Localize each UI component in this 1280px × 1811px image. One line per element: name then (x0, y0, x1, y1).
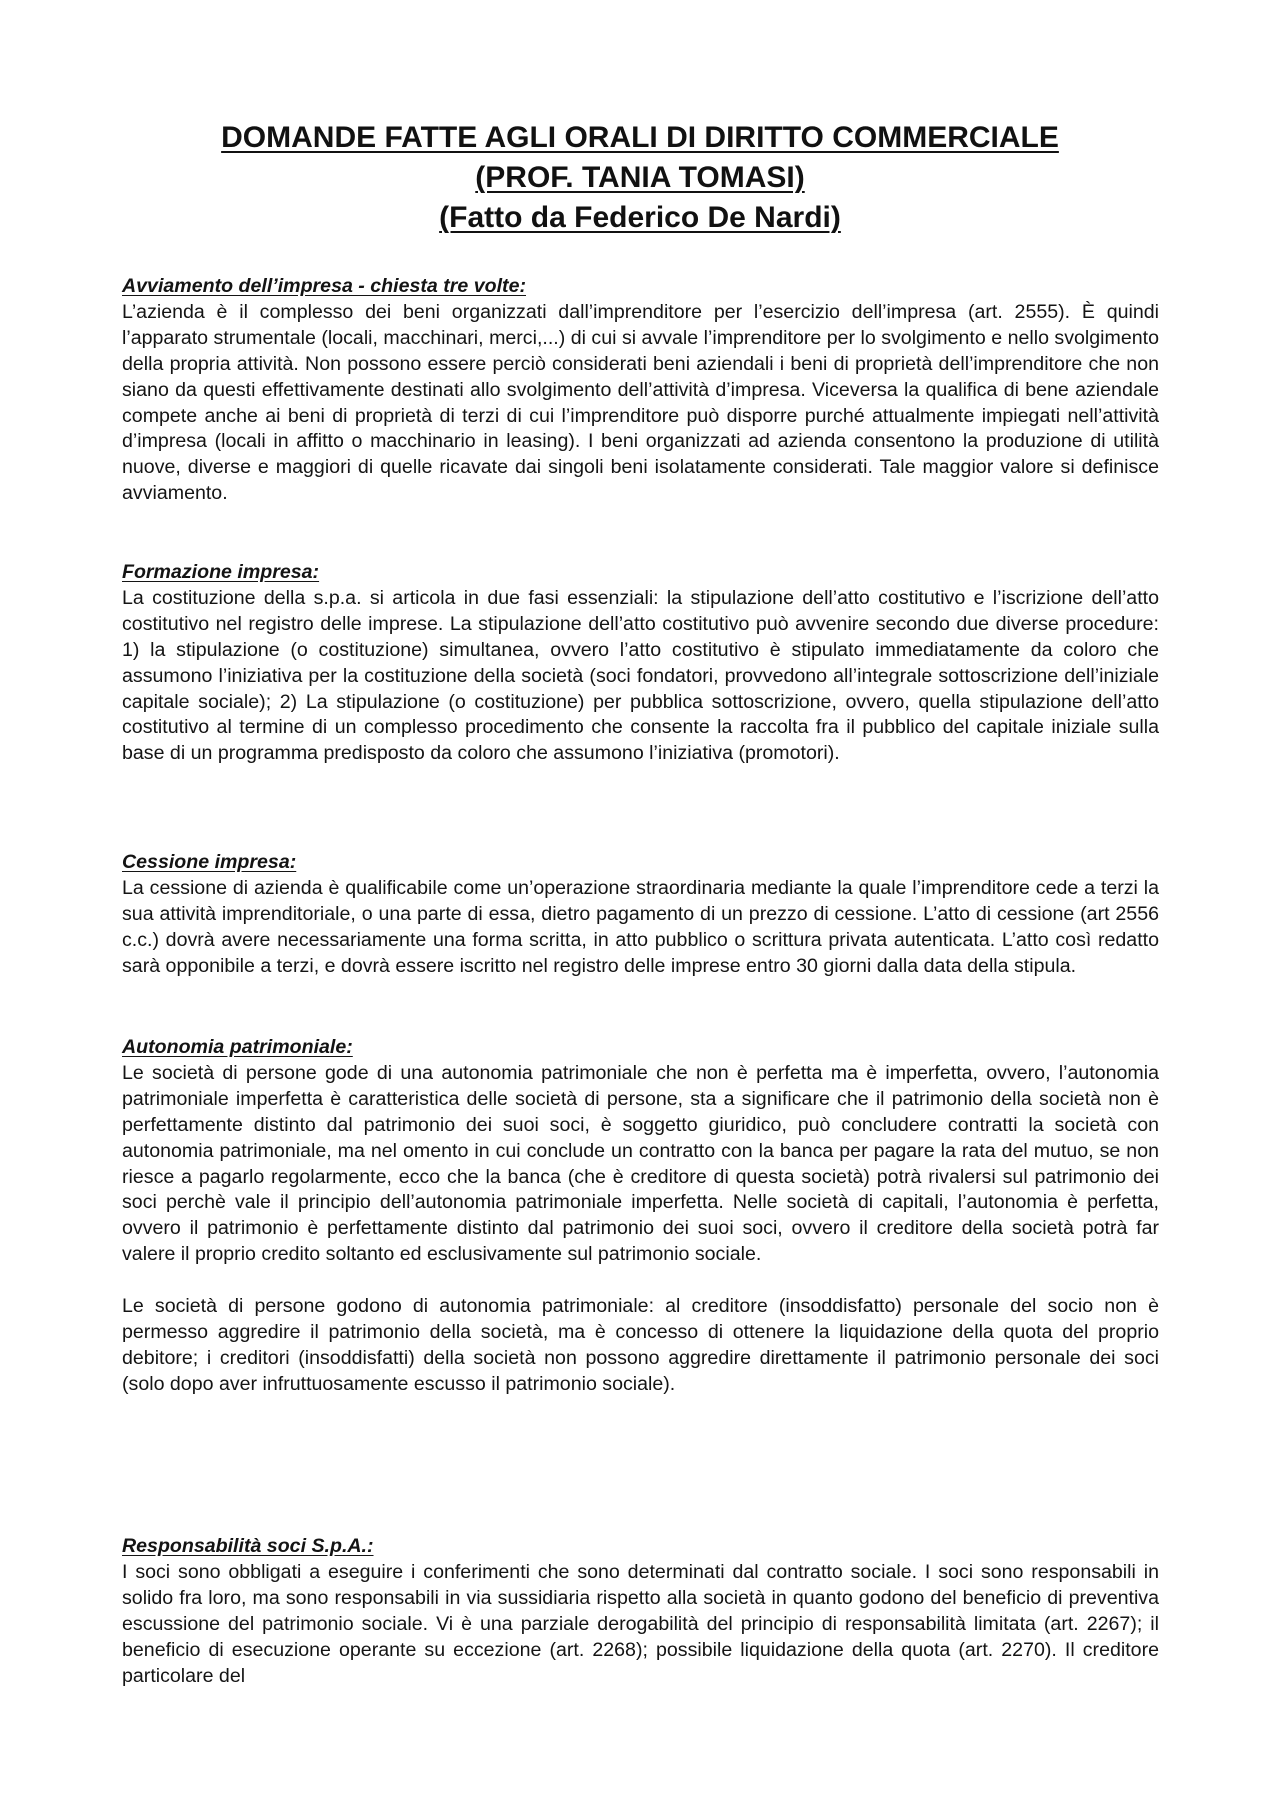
section-cessione (122, 850, 1159, 980)
document-title (140, 118, 1140, 238)
section-heading: Avviamento dell’impresa - chiesta tre volte: (122, 275, 526, 297)
section-responsabilita (122, 1534, 1159, 1689)
section-autonomia (122, 1035, 1159, 1398)
section-paragraph: I soci sono obbligati a eseguire i conferimenti che sono determinati dal contratto sociale. I soci sono responsabili in solido fra loro, ma sono responsabili in via sussidiaria rispetto alla società in quanto godono del beneficio di preventiva escussione del patrimonio sociale. Vi è una parziale derogabilità del principio di responsabilità limitata (art. 2267); il beneficio di esecuzione operante su eccezione (art. 2268); possibile liquidazione della quota (art. 2270). Il creditore particolare del (122, 1560, 1159, 1687)
section-heading: Formazione impresa: (122, 561, 320, 583)
title-line-1: DOMANDE FATTE AGLI ORALI DI DIRITTO COMMERCIALE (221, 121, 1059, 154)
section-paragraph: Le società di persone godono di autonomia patrimoniale: al creditore (insoddisfatto) personale del socio non è permesso aggredire il patrimonio della società, ma è concesso di ottenere la liquidazione della quota del proprio debitore; i creditori (insoddisfatti) della società non possono aggredire direttamente il patrimonio personale dei soci (solo dopo aver infruttuosamente escusso il patrimonio sociale). (122, 1295, 1159, 1395)
section-paragraph: Le società di persone gode di una autonomia patrimoniale che non è perfetta ma è imperfetta, ovvero, l’autonomia patrimoniale imperfetta è caratteristica delle società di persone, sta a significare che il patrimonio della società non è perfettamente distinto dal patrimonio dei suoi soci, è soggetto giuridico, può concludere contratti la società con autonomia patrimoniale, ma nel omento in cui conclude un contratto con la banca per pagare la rata del mutuo, se non riesce a pagarlo regolarmente, ecco che la banca (che è creditore di questa società) potrà rivalersi sul patrimonio dei soci perchè vale il principio dell’autonomia patrimoniale imperfetta. Nelle società di capitali, l’autonomia è perfetta, ovvero il patrimonio è perfettamente distinto dal patrimonio dei suoi soci, ovvero il creditore della società potrà far valere il proprio credito soltanto ed esclusivamente sul patrimonio sociale. (122, 1061, 1159, 1266)
title-line-3: (Fatto da Federico De Nardi) (439, 201, 841, 234)
section-paragraph: La costituzione della s.p.a. si articola in due fasi essenziali: la stipulazione dell’atto costitutivo e l’iscrizione dell’atto costitutivo nel registro delle imprese. La stipulazione dell’atto costitutivo può avvenire secondo due diverse procedure: 1) la stipulazione (o costituzione) simultanea, ovvero l’atto costitutivo è stipulato immediatamente da coloro che assumono l’iniziativa per la costituzione della società (soci fondatori, provvedono all’integrale sottoscrizione dell’iniziale capitale sociale); 2) La stipulazione (o costituzione) per pubblica sottoscrizione, ovvero, quella stipulazione dell’atto costitutivo al termine di un complesso procedimento che consente la raccolta fra il pubblico del capitale iniziale sulla base di un programma predisposto da coloro che assumono l’iniziativa (promotori). (122, 586, 1159, 765)
section-avviamento (122, 274, 1159, 507)
section-heading: Cessione impresa: (122, 851, 297, 873)
section-paragraph: La cessione di azienda è qualificabile come un’operazione straordinaria mediante la quale l’imprenditore cede a terzi la sua attività imprenditoriale, o una parte di essa, dietro pagamento di un prezzo di cessione. L’atto di cessione (art 2556 c.c.) dovrà avere necessariamente una forma scritta, in atto pubblico o scrittura privata autenticata. L’atto così redatto sarà opponibile a terzi, e dovrà essere iscritto nel registro delle imprese entro 30 giorni dalla data della stipula. (122, 876, 1159, 977)
section-heading: Responsabilità soci S.p.A.: (122, 1535, 374, 1557)
section-paragraph: L’azienda è il complesso dei beni organizzati dall’imprenditore per l’esercizio dell’impresa (art. 2555). È quindi l’apparato strumentale (locali, macchinari, merci,...) di cui si avvale l’imprenditore per lo svolgimento e nello svolgimento della propria attività. Non possono essere perciò considerati beni aziendali i beni di proprietà dell’imprenditore che non siano da questi effettivamente destinati allo svolgimento dell’attività d’impresa. Viceversa la qualifica di bene aziendale compete anche ai beni di proprietà di terzi di cui l’imprenditore può disporre purché attualmente impiegati nell’attività d’impresa (locali in affitto o macchinario in leasing). I beni organizzati ad azienda consentono la produzione di utilità nuove, diverse e maggiori di quelle ricavate dai singoli beni isolatamente considerati. Tale maggior valore si definisce avviamento. (122, 300, 1159, 505)
title-line-2: (PROF. TANIA TOMASI) (475, 161, 805, 194)
section-formazione (122, 560, 1159, 767)
section-heading: Autonomia patrimoniale: (122, 1036, 353, 1058)
